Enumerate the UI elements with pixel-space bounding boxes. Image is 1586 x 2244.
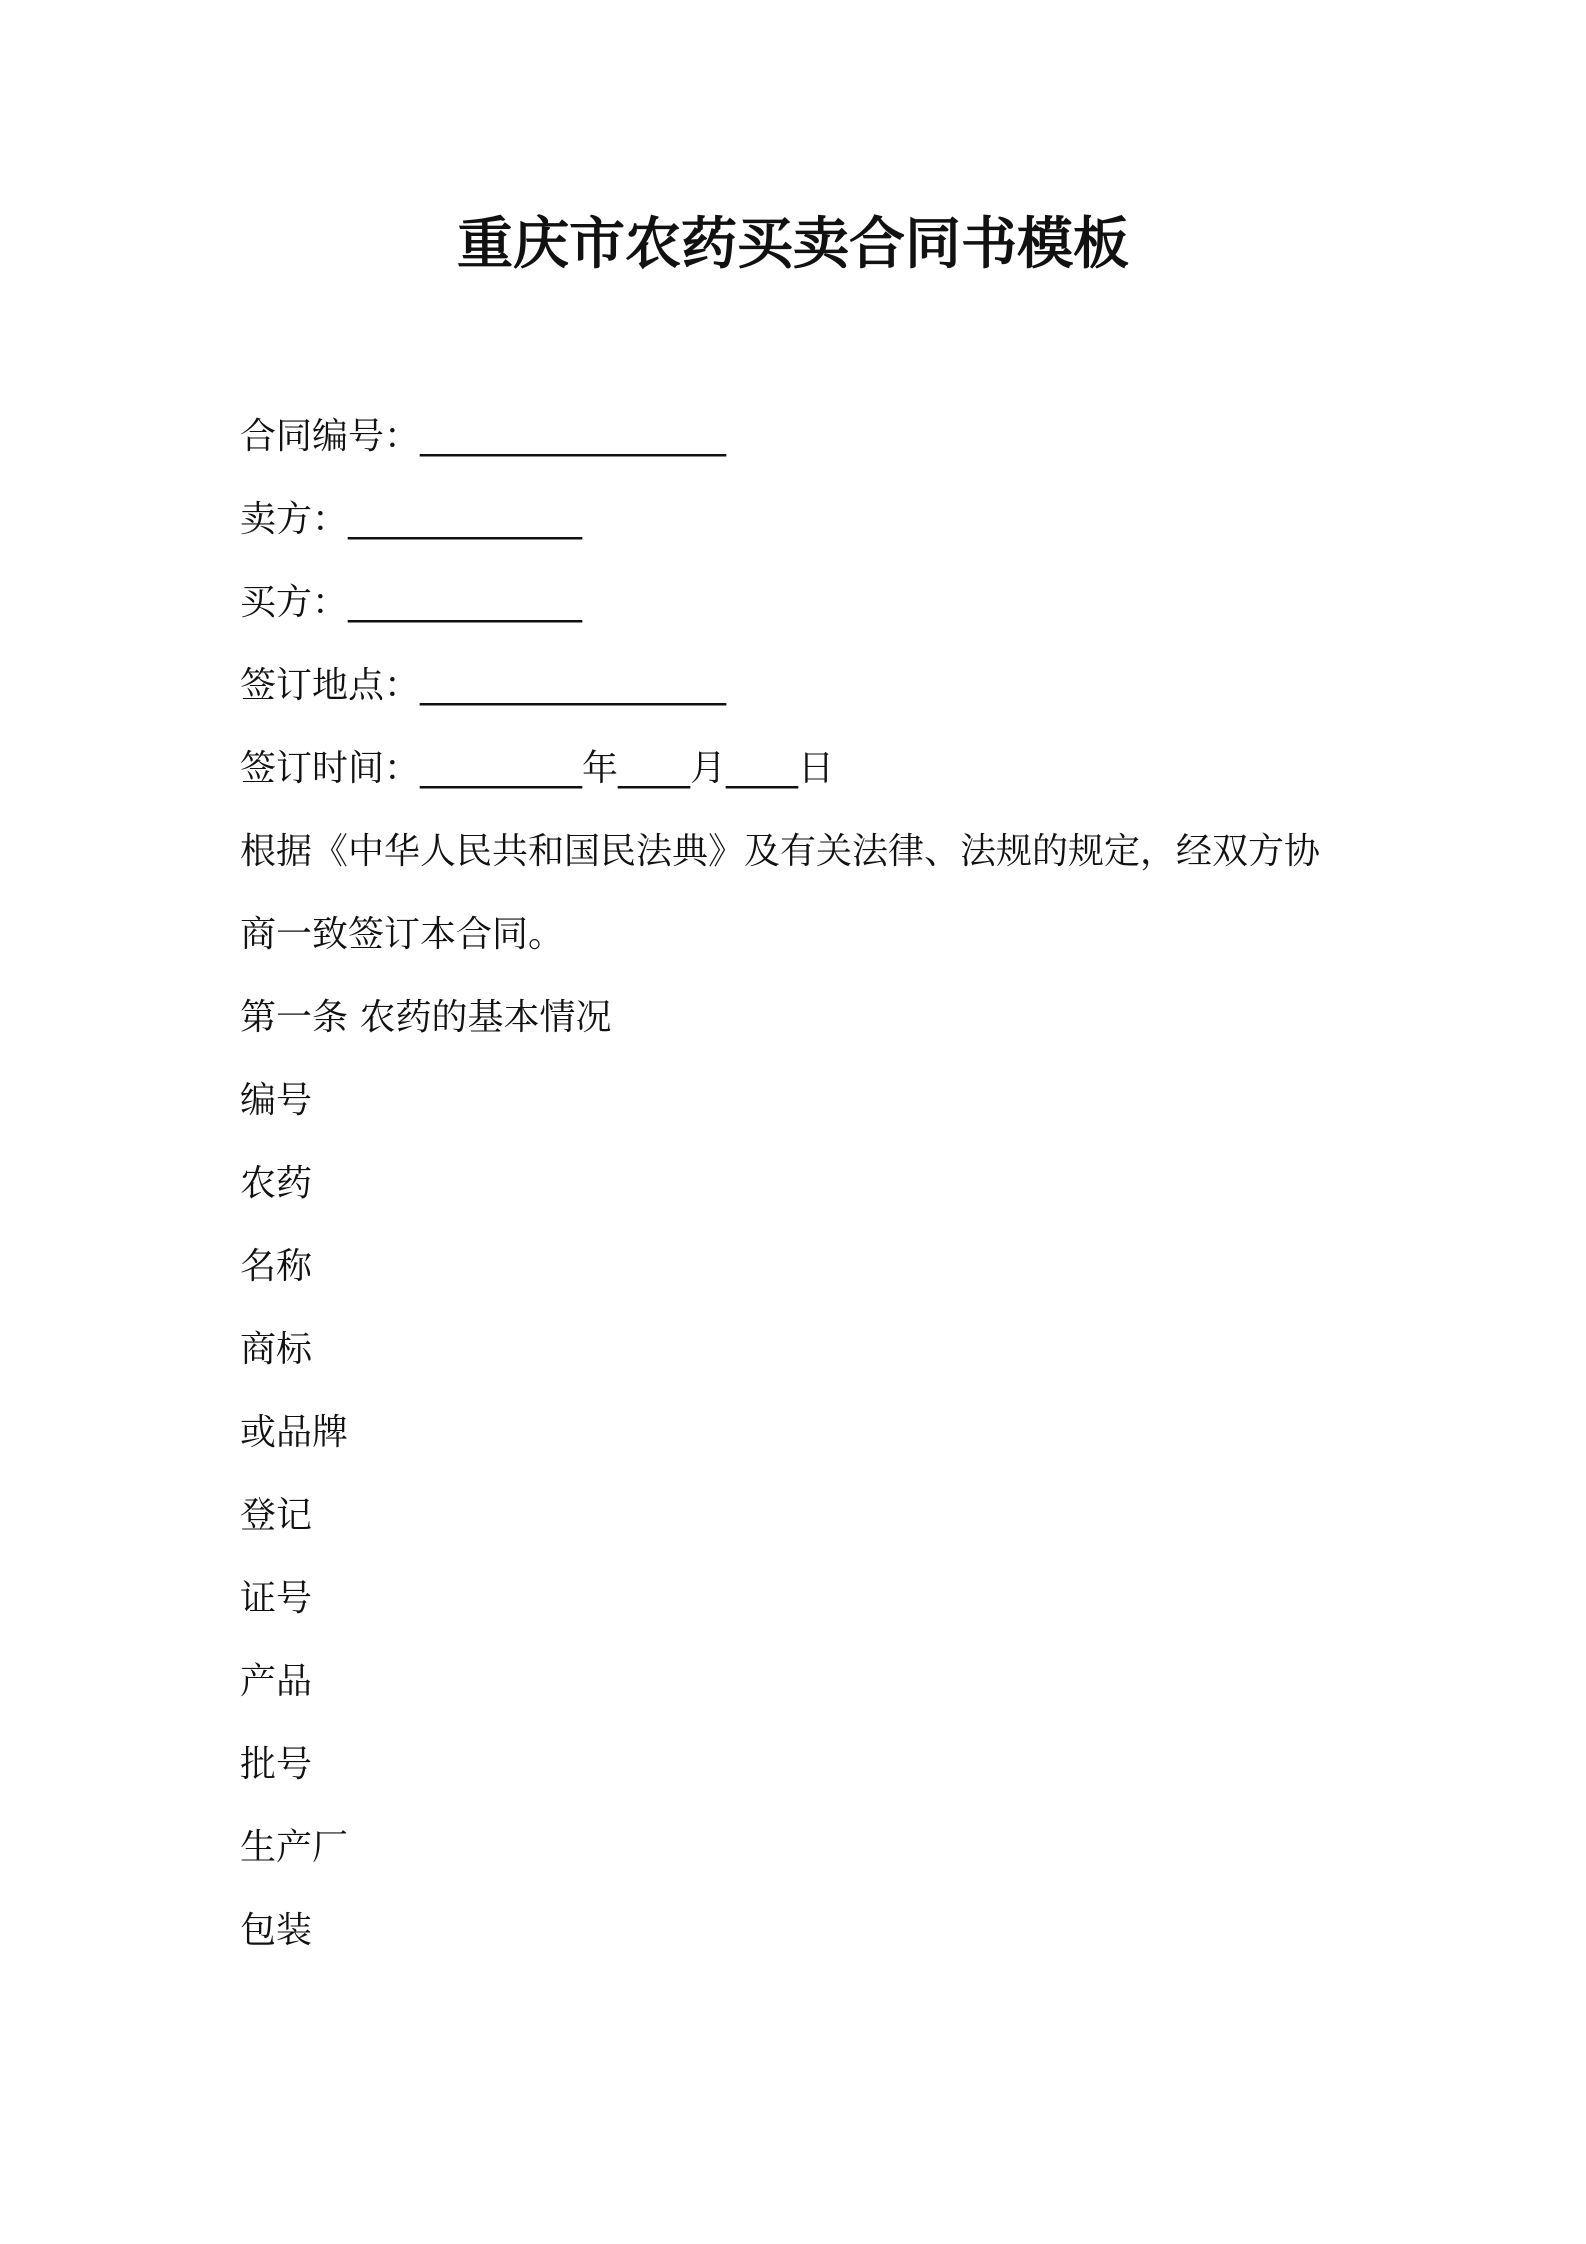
article-1-item: 登记 — [240, 1495, 313, 1536]
time-year-blank: _________ — [420, 748, 583, 789]
article-1-item: 证号 — [240, 1578, 313, 1619]
intro-line-1: 根据《中华人民共和国民法典》及有关法律、法规的规定，经双方协 — [240, 831, 1321, 872]
article-1-item: 农药 — [240, 1163, 313, 1204]
time-line — [240, 727, 1360, 810]
contract-no-label: 合同编号： — [240, 416, 421, 457]
document-body — [240, 395, 1360, 1972]
place-line — [240, 644, 1360, 727]
seller-blank: _____________ — [348, 499, 583, 540]
seller-label: 卖方： — [240, 499, 349, 540]
buyer-blank: _____________ — [348, 582, 583, 623]
article-1-heading: 第一条 农药的基本情况 — [240, 997, 612, 1038]
contract-no-blank: _________________ — [420, 416, 727, 457]
seller-line — [240, 478, 1360, 561]
time-day-label: 日 — [798, 748, 835, 789]
document-title: 重庆市农药买卖合同书模板 — [457, 212, 1129, 277]
article-1-item: 名称 — [240, 1246, 313, 1287]
buyer-line — [240, 561, 1360, 644]
article-1-item: 产品 — [240, 1661, 313, 1702]
time-label: 签订时间： — [240, 748, 421, 789]
article-1-item: 商标 — [240, 1329, 313, 1370]
place-blank: _________________ — [420, 665, 727, 706]
buyer-label: 买方： — [240, 582, 349, 623]
time-year-label: 年 — [582, 748, 619, 789]
article-1-item: 包装 — [240, 1910, 313, 1951]
time-day-blank: ____ — [726, 748, 799, 789]
time-month-label: 月 — [690, 748, 727, 789]
time-month-blank: ____ — [618, 748, 691, 789]
article-1-item: 生产厂 — [240, 1827, 349, 1868]
contract-no-line — [240, 395, 1360, 478]
article-1-item: 或品牌 — [240, 1412, 349, 1453]
intro-line-2: 商一致签订本合同。 — [240, 914, 565, 955]
article-1-item: 批号 — [240, 1744, 313, 1785]
place-label: 签订地点： — [240, 665, 421, 706]
article-1-item: 编号 — [240, 1080, 313, 1121]
